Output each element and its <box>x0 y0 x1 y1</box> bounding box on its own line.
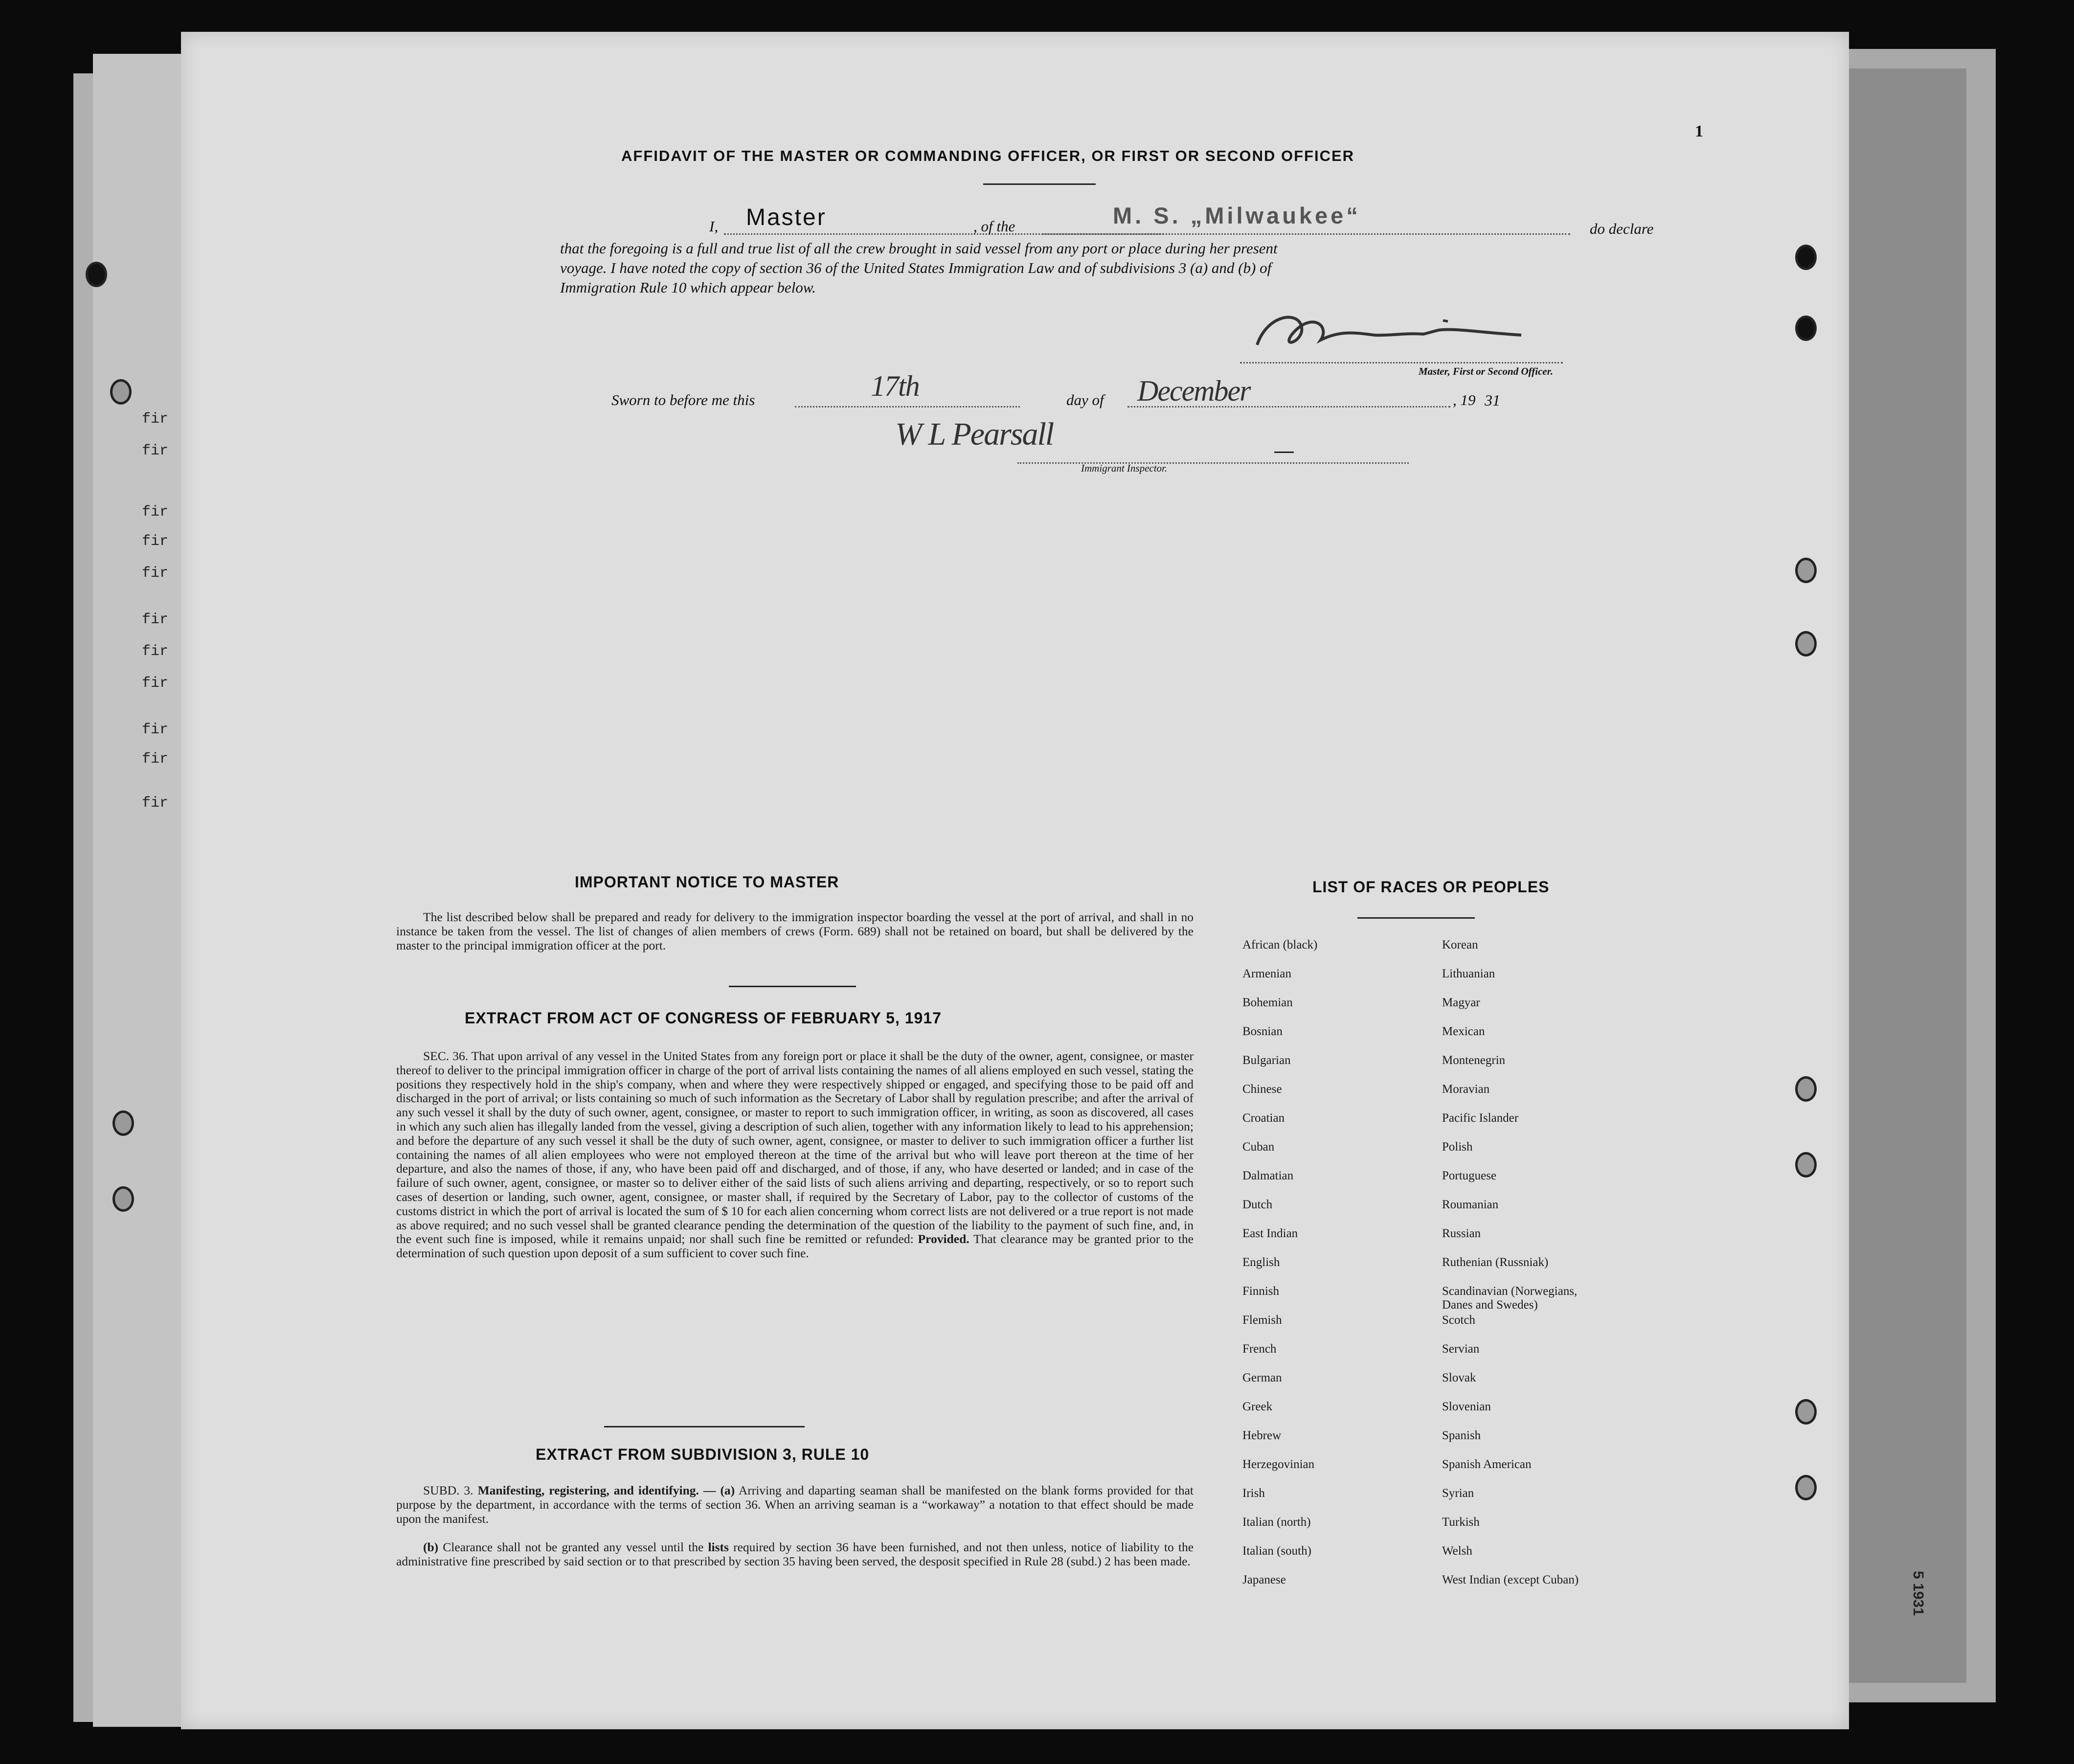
of-the-label: , of the <box>973 218 1015 235</box>
page-mark: 1 <box>1695 122 1703 140</box>
act-title: EXTRACT FROM ACT OF CONGRESS OF FEBRUARY 5, 1917 <box>465 1009 942 1027</box>
master-signature <box>1228 306 1585 364</box>
race-item: Slovak <box>1442 1371 1476 1384</box>
race-item: Mexican <box>1442 1025 1485 1038</box>
do-declare-label: do declare <box>1590 220 1654 237</box>
race-item: Roumanian <box>1442 1198 1499 1211</box>
master-field: Master <box>746 204 827 230</box>
punch-hole <box>110 379 132 405</box>
affidavit-body-line-1: that the foregoing is a full and true list of all the crew brought in said vessel from any port or place during her present <box>560 240 1278 257</box>
master-signature-line <box>1240 362 1563 363</box>
subd-a-label: — (a) <box>703 1483 735 1497</box>
race-item: Scandinavian (Norwegians, Danes and Swedes) <box>1442 1285 1578 1312</box>
race-item: Welsh <box>1442 1544 1472 1558</box>
underlying-sheet-right-inner <box>1839 68 1966 1683</box>
race-item: Irish <box>1242 1487 1265 1500</box>
notice-text: The list described below shall be prepared and ready for delivery to the immigration inspector boarding the vessel at the port of arrival, and shall in no instance be taken from the vessel. The list of changes of alien members of crews (Form. 689) shall not be retained on board, but shall be delivered by the master to the principal immigration officer at the port. <box>396 910 1194 952</box>
title-divider <box>983 183 1096 185</box>
punch-hole <box>1795 631 1817 656</box>
punch-hole <box>113 1110 134 1136</box>
master-caption: Master, First or Second Officer. <box>1419 365 1553 377</box>
race-item: Portuguese <box>1442 1169 1497 1182</box>
race-item: Scotch <box>1442 1313 1476 1327</box>
month-handwritten: December <box>1137 375 1250 407</box>
edge-typing-4: fir <box>142 533 169 550</box>
race-item: Hebrew <box>1242 1429 1282 1442</box>
race-item: Herzegovinian <box>1242 1458 1315 1471</box>
race-item: Bosnian <box>1242 1025 1283 1038</box>
subd-prefix: SUBD. 3. <box>423 1483 473 1497</box>
punch-hole <box>86 262 107 287</box>
punch-hole <box>1795 1152 1817 1177</box>
subd-b-label: (b) <box>423 1540 439 1554</box>
race-item: Spanish <box>1442 1429 1481 1442</box>
race-item: Lithuanian <box>1442 967 1495 980</box>
edge-typing-7: fir <box>142 643 169 660</box>
race-item: Dalmatian <box>1242 1169 1294 1182</box>
affidavit-body-line-3: Immigration Rule 10 which appear below. <box>560 279 816 296</box>
edge-typing-3: fir <box>142 504 169 520</box>
race-item: African (black) <box>1242 938 1318 951</box>
affidavit-title: AFFIDAVIT OF THE MASTER OR COMMANDING OFFICER, OR FIRST OR SECOND OFFICER <box>621 147 1355 164</box>
race-item: Japanese <box>1242 1573 1286 1586</box>
races-left-column <box>1242 938 1428 1602</box>
rule10-title: EXTRACT FROM SUBDIVISION 3, RULE 10 <box>536 1446 870 1463</box>
sworn-label: Sworn to before me this <box>611 391 755 408</box>
rule10-subd-b <box>396 1540 1194 1569</box>
race-item: East Indian <box>1242 1227 1298 1240</box>
race-item: Spanish American <box>1442 1458 1532 1471</box>
edge-typing-11: fir <box>142 795 169 812</box>
edge-typing-2: fir <box>142 443 169 459</box>
act-text-end: That clearance may be granted prior to the determination of such question upon deposit of a sum sufficient to cover such fine. <box>396 1232 1194 1261</box>
race-item: Italian (south) <box>1242 1544 1311 1558</box>
act-divider <box>604 1426 805 1427</box>
subd-heading: Manifesting, registering, and identifying. <box>477 1483 699 1497</box>
subd-a-text: Arriving and daparting seaman shall be manifested on the blank forms provided for that purpose by the department, in accordance with the terms of section 36. When an arriving seaman is a “workaway” a notation to that effect should be made upon the manifest. <box>396 1483 1194 1526</box>
vessel-dotted-line <box>1042 233 1570 235</box>
race-item: Pacific Islander <box>1442 1111 1519 1125</box>
edge-typing-8: fir <box>142 675 169 692</box>
race-item: Bulgarian <box>1242 1054 1291 1067</box>
race-item: Moravian <box>1442 1083 1490 1096</box>
inspector-dotted-line <box>1017 462 1409 464</box>
mark <box>1274 452 1294 453</box>
race-item: Dutch <box>1242 1198 1273 1211</box>
race-item: West Indian (except Cuban) <box>1442 1573 1579 1586</box>
punch-hole <box>1795 245 1817 270</box>
race-item: Chinese <box>1242 1083 1282 1096</box>
races-right-column <box>1442 938 1667 1602</box>
race-item: Finnish <box>1242 1285 1280 1298</box>
race-item: Ruthenian (Russniak) <box>1442 1256 1549 1269</box>
race-item: Montenegrin <box>1442 1054 1506 1067</box>
race-item: Korean <box>1442 938 1478 951</box>
affidavit-body-line-2: voyage. I have noted the copy of section 36 of the United States Immigration Law and of subdivisions 3 (a) and (b) of <box>560 259 1272 276</box>
race-item: Turkish <box>1442 1515 1480 1529</box>
act-provided: Provided. <box>918 1232 969 1246</box>
punch-hole <box>1795 1076 1817 1102</box>
punch-hole <box>1795 558 1817 583</box>
edge-typing-9: fir <box>142 722 169 738</box>
day-handwritten: 17th <box>871 370 919 402</box>
subd-b-lists: lists <box>708 1540 729 1554</box>
races-title: LIST OF RACES OR PEOPLES <box>1312 878 1550 896</box>
act-text <box>396 1049 1194 1261</box>
year-prefix: , 19 <box>1453 391 1476 408</box>
rule10-subd-a <box>396 1484 1194 1526</box>
punch-hole <box>1795 1399 1817 1425</box>
affidavit-page <box>181 32 1849 1729</box>
i-label: I, <box>709 218 719 235</box>
punch-hole <box>1795 1475 1817 1500</box>
inspector-caption: Immigrant Inspector. <box>1081 462 1168 474</box>
race-item: Polish <box>1442 1140 1473 1153</box>
race-item: French <box>1242 1342 1277 1356</box>
punch-hole <box>113 1186 134 1212</box>
day-dotted-line <box>795 406 1020 407</box>
year-value: 31 <box>1485 391 1500 409</box>
edge-typing-5: fir <box>142 565 169 582</box>
date-stamp: 5 1931 <box>1910 1571 1926 1616</box>
race-item: Russian <box>1442 1227 1481 1240</box>
races-divider <box>1357 917 1475 919</box>
race-item: Bohemian <box>1242 996 1293 1009</box>
race-item: German <box>1242 1371 1282 1384</box>
race-item: Italian (north) <box>1242 1515 1311 1529</box>
edge-typing-1: fir <box>142 411 169 428</box>
edge-typing-10: fir <box>142 751 169 768</box>
inspector-signature: W L Pearsall <box>895 416 1054 452</box>
race-item: Greek <box>1242 1400 1273 1413</box>
vessel-field: M. S. „Milwaukee“ <box>1113 203 1361 228</box>
subd-b-text-1: Clearance shall not be granted any vessel until the <box>443 1540 704 1554</box>
notice-divider <box>729 986 856 987</box>
race-item: Slovenian <box>1442 1400 1491 1413</box>
race-item: Croatian <box>1242 1111 1285 1125</box>
notice-title: IMPORTANT NOTICE TO MASTER <box>575 873 839 891</box>
race-item: Cuban <box>1242 1140 1275 1153</box>
day-of-label: day of <box>1066 391 1104 408</box>
act-text-main: SEC. 36. That upon arrival of any vessel in the United States from any foreign port or place it shall be the duty of the owner, agent, consignee, or master thereof to deliver to the principal immigration officer in charge of the port of arrival lists containing the names of all aliens employed en such vessel, stating the positions they respectively hold in the ship's company, when and where they were respectively shipped or engaged, and specifying those to be paid off and discharged in the port of arrival; or lists containing so much of such information as the Secretary of Labor shall by regulation prescribe; and after the arrival of any such vessel it shall by the duty of such owner, agent, consignee, or master to report to such immigration officer, in writing, as soon as discovered, all cases in which any such alien has illegally landed from the vessel, giving a description of such alien, together with any information likely to lead to his apprehension; and before the departure of any such vessel it shall be the duty of such owner, agent, consignee, or master to deliver to such immigration officer a further list containing the names of all alien employees who were not employed thereon at the time of the arrival but who will leave port thereon at the time of her departure, and also the names of those, if any, who have been paid off and discharged, and of those, if any, who have deserted or landed; and in case of the failure of such owner, agent, consignee, or master so to deliver either of the said lists of such aliens arriving and departing, respectively, or so to report such cases of desertion or landing, such owner, agent, consignee, or master shall, if required by the Secretary of Labor, pay to the collector of customs of the customs district in which the port of arrival is located the sum of $ 10 for each alien concerning whom correct lists are not delivered or a true report is not made as above required; and no such vessel shall be granted clearance pending the determination of the question of the liability to the payment of such fine, and, in the event such fine is imposed, while it remains unpaid; nor shall such fine be remitted or refunded: <box>396 1049 1194 1246</box>
race-item: Flemish <box>1242 1313 1282 1327</box>
race-item: Armenian <box>1242 967 1291 980</box>
race-item: Magyar <box>1442 996 1480 1009</box>
race-item: Servian <box>1442 1342 1480 1356</box>
subd-b-text-2: required by section 36 have been furnished, and not then unless, notice of liability to the administrative fine prescribed by said section or to that prescribed by section 35 having been served, the desposit specified in Rule 28 (subd.) 2 has been made. <box>396 1540 1194 1568</box>
race-item: English <box>1242 1256 1280 1269</box>
edge-typing-6: fir <box>142 611 169 628</box>
race-item: Syrian <box>1442 1487 1474 1500</box>
punch-hole <box>1795 316 1817 341</box>
